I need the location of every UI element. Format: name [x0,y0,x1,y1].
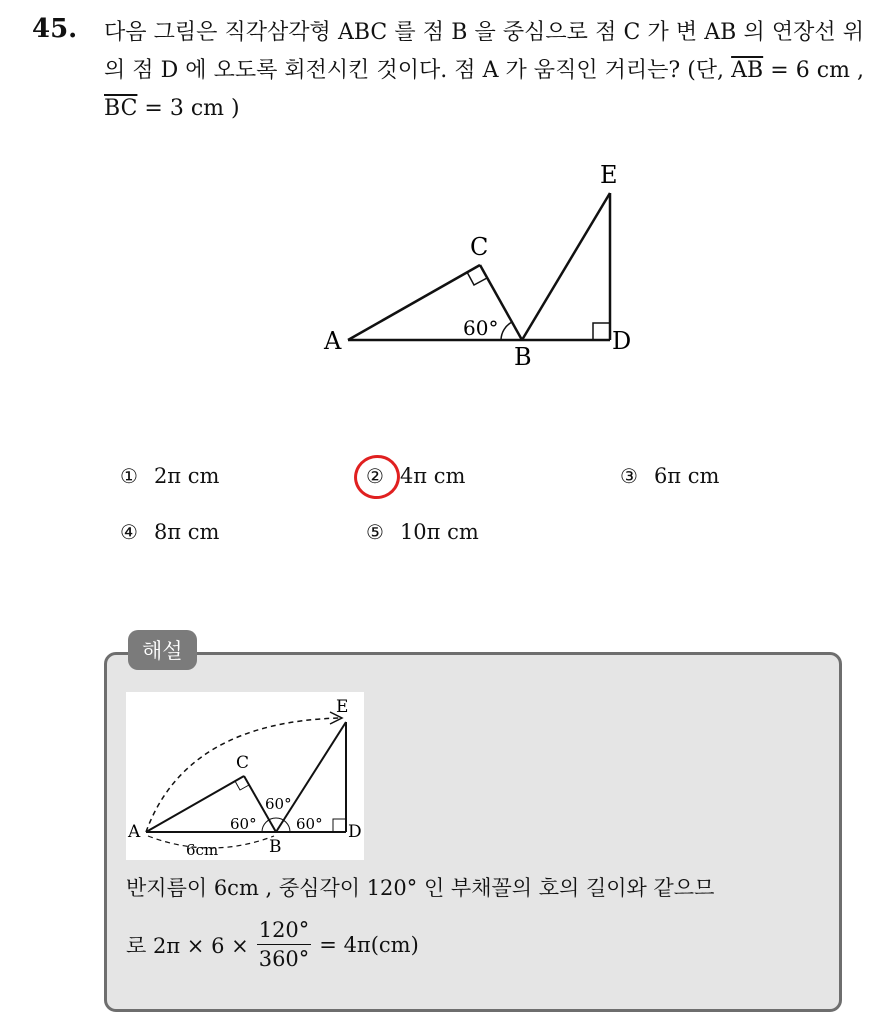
question-text [104,14,864,128]
length-label: 6cm [186,841,219,859]
choice-3[interactable] [620,464,719,488]
fraction-denominator: 360° [258,947,310,971]
angle-label: 60° [463,316,499,340]
segment-ab: $\overline{AB}$ [731,58,764,83]
segment-ac [348,265,480,340]
choice-number: ⑤ [366,520,384,544]
label-b: B [269,837,282,857]
angle-right-label: 60° [296,815,323,833]
choice-text: 4π cm [399,464,466,488]
angle-left-label: 60° [230,815,257,833]
label-c: C [470,233,489,261]
solution-line-2 [126,916,419,973]
choice-text: 10π cm [399,520,479,544]
right-angle-d [333,819,346,832]
segment-bc: $\overline{BC}$ [104,96,138,121]
label-e: E [600,161,618,189]
choice-text: 8π cm [153,520,220,544]
solution-tab: 해설 [128,630,197,670]
segment-bc-value: = 3 cm ) [137,96,240,121]
question-number: 45. [32,14,78,44]
solution-prefix: 로 2π × 6 × [126,933,249,958]
label-a: A [128,822,141,842]
angle-arc-b [501,322,512,340]
answer-circle-mark [350,451,404,504]
choice-5[interactable] [366,520,479,544]
question-body: 다음 그림은 직각삼각형 ABC 를 점 B 을 중심으로 점 C 가 변 AB 의 연장선 위의 점 D 에 오도록 회전시킨 것이다. 점 A 가 움직인 거리는? (단, [104,20,864,83]
segment-ab-value: = 6 cm , [763,58,864,83]
right-angle-d [593,323,610,340]
choice-4[interactable] [120,520,219,544]
angle-arcs-b [262,818,290,832]
segment-be [522,193,610,340]
choice-text: 6π cm [653,464,720,488]
choice-number: ④ [120,520,138,544]
label-c: C [236,753,250,773]
label-a: A [324,327,342,355]
label-d: D [612,327,632,355]
label-e: E [336,697,349,717]
label-b: B [514,343,532,371]
solution-figure [126,692,364,860]
choice-2[interactable] [366,464,465,488]
fraction-numerator: 120° [257,916,312,945]
choice-number: ③ [620,464,638,488]
fraction [257,916,312,973]
choice-number: ① [120,464,138,488]
label-d: D [348,822,362,842]
angle-top-label: 60° [265,795,292,813]
solution-suffix: = 4π(cm) [319,932,419,957]
triangle-figure [300,155,660,385]
choice-number: ② [366,464,384,488]
choice-text: 2π cm [153,464,220,488]
choice-1[interactable] [120,464,219,488]
solution-line-1: 반지름이 6cm , 중심각이 120° 인 부채꼴의 호의 길이와 같으므 [126,876,715,900]
